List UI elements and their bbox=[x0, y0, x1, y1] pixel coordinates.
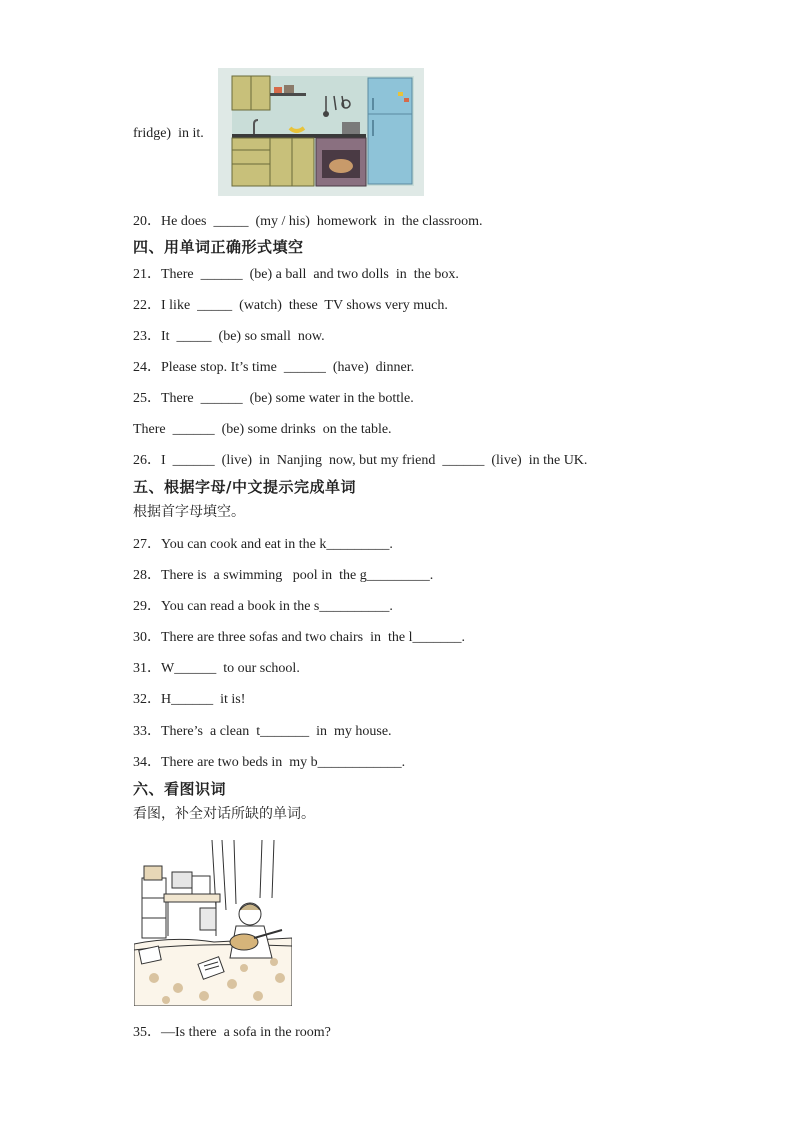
question-28: 28．There is a swimming pool in the g_________. bbox=[133, 568, 434, 583]
section-6-heading: 六、看图识词 bbox=[133, 780, 227, 798]
question-33: 33．There’s a clean t_______ in my house. bbox=[133, 724, 392, 739]
question-23: 23．It _____ (be) so small now. bbox=[133, 329, 325, 344]
question-32: 32．H______ it is! bbox=[133, 692, 246, 707]
bedroom-svg bbox=[134, 838, 292, 1006]
question-24: 24．Please stop. It’s time ______ (have) dinner. bbox=[133, 360, 415, 375]
question-35: 35．—Is there a sofa in the room? bbox=[133, 1025, 331, 1040]
question-22: 22．I like _____ (watch) these TV shows very much. bbox=[133, 298, 448, 313]
question-21: 21．There ______ (be) a ball and two dolls in the box. bbox=[133, 267, 459, 282]
top-fragment: fridge) in it. bbox=[133, 126, 204, 141]
question-25b: There ______ (be) some drinks on the table. bbox=[133, 422, 392, 437]
question-25: 25．There ______ (be) some water in the bottle. bbox=[133, 391, 414, 406]
question-31: 31．W______ to our school. bbox=[133, 661, 300, 676]
kitchen-illustration bbox=[218, 68, 424, 196]
section-4-heading: 四、用单词正确形式填空 bbox=[133, 238, 304, 256]
section-5-instruction: 根据首字母填空。 bbox=[133, 504, 245, 520]
section-5-heading: 五、根据字母/中文提示完成单词 bbox=[133, 478, 356, 496]
section-6-instruction: 看图，补全对话所缺的单词。 bbox=[133, 806, 315, 822]
bedroom-illustration bbox=[134, 838, 292, 1006]
question-26: 26．I ______ (live) in Nanjing now, but my friend ______ (live) in the UK. bbox=[133, 453, 588, 468]
question-34: 34．There are two beds in my b____________. bbox=[133, 755, 406, 770]
question-29: 29．You can read a book in the s__________. bbox=[133, 599, 393, 614]
question-30: 30．There are three sofas and two chairs in the l_______. bbox=[133, 630, 466, 645]
question-27: 27．You can cook and eat in the k_________. bbox=[133, 537, 393, 552]
question-20: 20．He does _____ (my / his) homework in the classroom. bbox=[133, 214, 483, 229]
kitchen-svg bbox=[218, 68, 424, 196]
